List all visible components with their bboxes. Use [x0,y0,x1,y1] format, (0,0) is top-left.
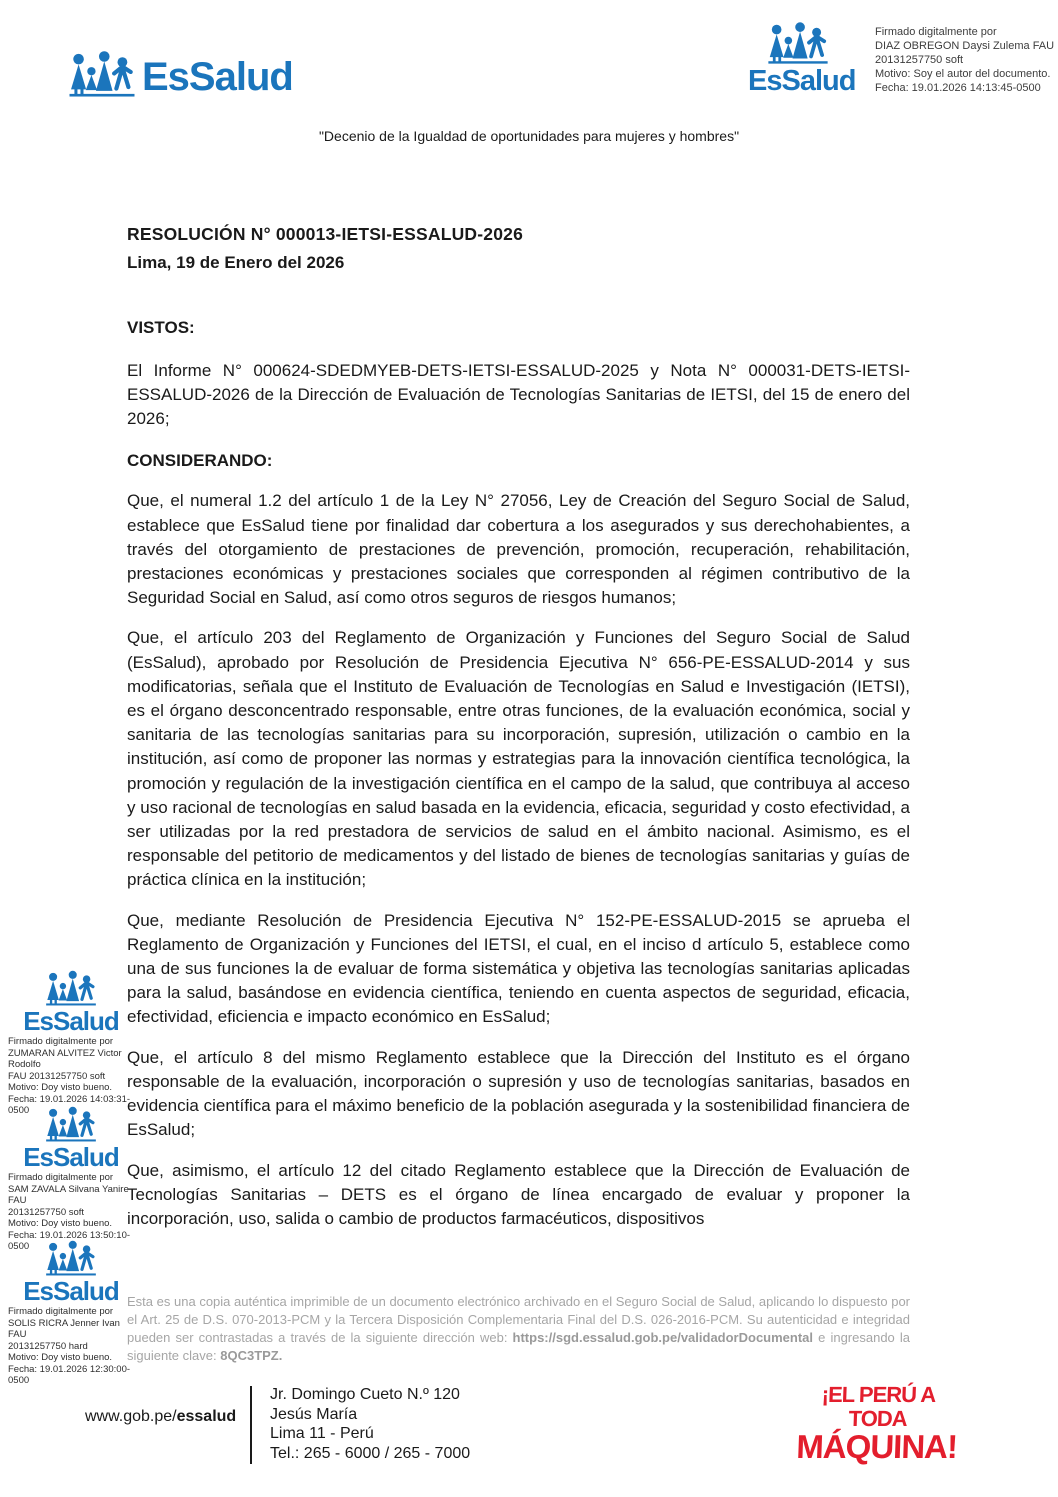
website-bold: essalud [176,1408,237,1425]
essalud-wordmark: EsSalud [23,1276,119,1306]
essalud-family-icon [767,22,829,66]
vistos-paragraph: El Informe N° 000624-SDEDMYEB-DETS-IETSI-ESSALUD-2025 y Nota N° 000031-DETS-IETSI-ESSALUD-2026 de la Dirección de Evaluación de Tecnologías Sanitarias de IETSI, del 15 de enero del 2026; [127,360,910,429]
essalud-logo-signature [748,22,856,97]
signature-line: Fecha: 19.01.2026 14:03:31-0500 [8,1093,131,1116]
considerando-paragraph: Que, el artículo 8 del mismo Reglamento establece que la Dirección del Instituto es el órgano responsable de la evaluación, incorporación o supresión y uso de tecnologías sanitarias, basados en evidencia científica para el máximo beneficio de la población asegurada y la sostenibilidad financiera de EsSalud; [127,1047,910,1140]
resolution-body [127,222,910,1231]
document-key: 8QC3TPZ. [220,1348,283,1363]
decenio-quote: "Decenio de la Igualdad de oportunidades para mujeres y hombres" [318,128,740,144]
slogan-line: MÁQUINA! [795,1428,958,1465]
peru-slogan-logo [794,1383,962,1463]
validator-url: https://sgd.essalud.gob.pe/validadorDocumental [512,1330,814,1345]
address-block [270,1385,470,1463]
considerando-paragraph: Que, asimismo, el artículo 12 del citado Reglamento establece que la Dirección de Evaluación de Tecnologías Sanitarias – DETS es el órgano de línea encargado de evaluar y proponer la incorporación, uso, salida o cambio de productos farmacéuticos, dispositivos [127,1160,910,1228]
considerando-heading: CONSIDERANDO: [127,451,273,471]
signature-line: SAM ZAVALA Silvana Yanire FAU [8,1183,129,1206]
essalud-family-icon [68,50,136,100]
digital-signature-author [875,25,1055,95]
digital-signature-stamp-1 [8,970,134,1117]
essalud-family-icon [45,1240,97,1278]
considerando-paragraph: Que, el numeral 1.2 del artículo 1 de la Ley N° 27056, Ley de Creación del Seguro Social de Salud, establece que EsSalud tiene por finalidad dar cobertura a los asegurados y sus derechohabientes, a través del otorgamiento de prestaciones de prevención, promoción, recuperación, rehabilitación, prestaciones económicas y prestaciones sociales que corresponden al régimen contributivo de la Seguridad Social en Salud, así como otros seguros de riesgos humanos; [127,491,910,608]
website-url [85,1408,236,1426]
resolution-date: Lima, 19 de Enero del 2026 [127,253,345,273]
signature-line: SOLIS RICRA Jenner Ivan FAU [8,1317,120,1340]
authenticity-note [127,1293,910,1365]
essalud-wordmark: EsSalud [748,65,856,97]
signature-line: 20131257750 soft [875,54,964,66]
note-text: e ingresando la siguiente clave: [127,1330,910,1363]
website-prefix: www.gob.pe/ [85,1408,177,1425]
address-line: Jesús María [270,1405,358,1423]
address-line: Jr. Domingo Cueto N.º 120 [270,1386,460,1403]
signature-line: 20131257750 hard [8,1340,88,1352]
signature-line: Firmado digitalmente por [8,1036,114,1047]
signature-line: 20131257750 soft [8,1206,85,1218]
signature-line: Fecha: 19.01.2026 13:50:10-0500 [8,1229,131,1252]
signature-line: Firmado digitalmente por [8,1306,114,1317]
signature-line: ZUMARAN ALVITEZ Victor Rodolfo [8,1047,122,1070]
essalud-family-icon [45,970,97,1008]
vistos-heading: VISTOS: [127,318,195,338]
slogan-line: ¡EL PERÚ A TODA [821,1382,936,1431]
digital-signature-stamp-3 [8,1240,134,1387]
considerando-paragraph: Que, mediante Resolución de Presidencia Ejecutiva N° 152-PE-ESSALUD-2015 se aprueba el Reglamento de Organización y Funciones del IETSI, el cual, en el inciso d artículo 5, establece como una de sus funciones la de evaluar de forma sistemática y objetiva las tecnologías sanitarias aplicadas para la salud, basándose en evidencia científica, teniendo en cuenta aspectos de seguridad, eficacia, efectividad, eficiencia e impacto económico en EsSalud; [127,910,910,1027]
signature-line: Firmado digitalmente por [875,26,997,38]
signature-line: Fecha: 19.01.2026 12:30:00-0500 [8,1363,131,1386]
note-text: Esta es una copia auténtica imprimible de un documento electrónico archivado en el Seguro Social de Salud, aplicando lo dispuesto por el Art. 25 de D.S. 070-2013-PCM y la Tercera Disposición Complementaria Final del D.S. 026-2016-PCM. Su autenticidad e integridad pueden ser contrastadas a través de la siguiente dirección web: [127,1294,910,1345]
signature-line: Fecha: 19.01.2026 14:13:45-0500 [875,82,1041,94]
essalud-wordmark: EsSalud [142,55,293,99]
signature-line: Firmado digitalmente por [8,1172,114,1183]
digital-signature-stamp-2 [8,1106,134,1253]
footer-divider [250,1386,252,1464]
resolution-title: RESOLUCIÓN N° 000013-IETSI-ESSALUD-2026 [127,224,524,244]
considerando-paragraph: Que, el artículo 203 del Reglamento de Organización y Funciones del Seguro Social de Salud (EsSalud), aprobado por Resolución de Presidencia Ejecutiva N° 656-PE-ESSALUD-2014 y sus modificatorias, señala que el Instituto de Evaluación de Tecnologías en Salud e Investigación (IETSI), es el órgano desconcentrado responsable, entre otras funciones, de la evaluación económica, social y sanitaria de las tecnologías sanitarias para su incorporación, supresión, utilización o cambio en la institución, así como de proponer las normas y estrategias para la innovación científica tecnológica, la promoción y regulación de la investigación científica en el campo de la salud, que contribuya al acceso y uso racional de tecnologías en salud basada en la evidencia, eficacia, seguridad y costo efectividad, a ser utilizadas por la red prestadora de servicios de salud en el ámbito nacional. Asimismo, es el responsable del petitorio de medicamentos y del listado de bienes de tecnologías sanitarias y guías de práctica clínica en la institución; [127,628,910,890]
address-line: Lima 11 - Perú [270,1425,374,1442]
address-line: Tel.: 265 - 6000 / 265 - 7000 [270,1444,471,1462]
signature-line: Motivo: Soy el autor del documento. [875,68,1051,80]
signature-line: Motivo: Doy visto bueno. [8,1218,113,1229]
signature-line: Motivo: Doy visto bueno. [8,1082,113,1093]
signature-line: FAU 20131257750 soft [8,1070,106,1082]
essalud-family-icon [45,1106,97,1144]
page-footer [0,1383,1058,1473]
essalud-wordmark: EsSalud [23,1006,119,1036]
signature-line: DIAZ OBREGON Daysi Zulema FAU [875,40,1055,52]
essalud-wordmark: EsSalud [23,1142,119,1172]
signature-line: Motivo: Doy visto bueno. [8,1352,113,1363]
essalud-logo-header [68,50,293,100]
